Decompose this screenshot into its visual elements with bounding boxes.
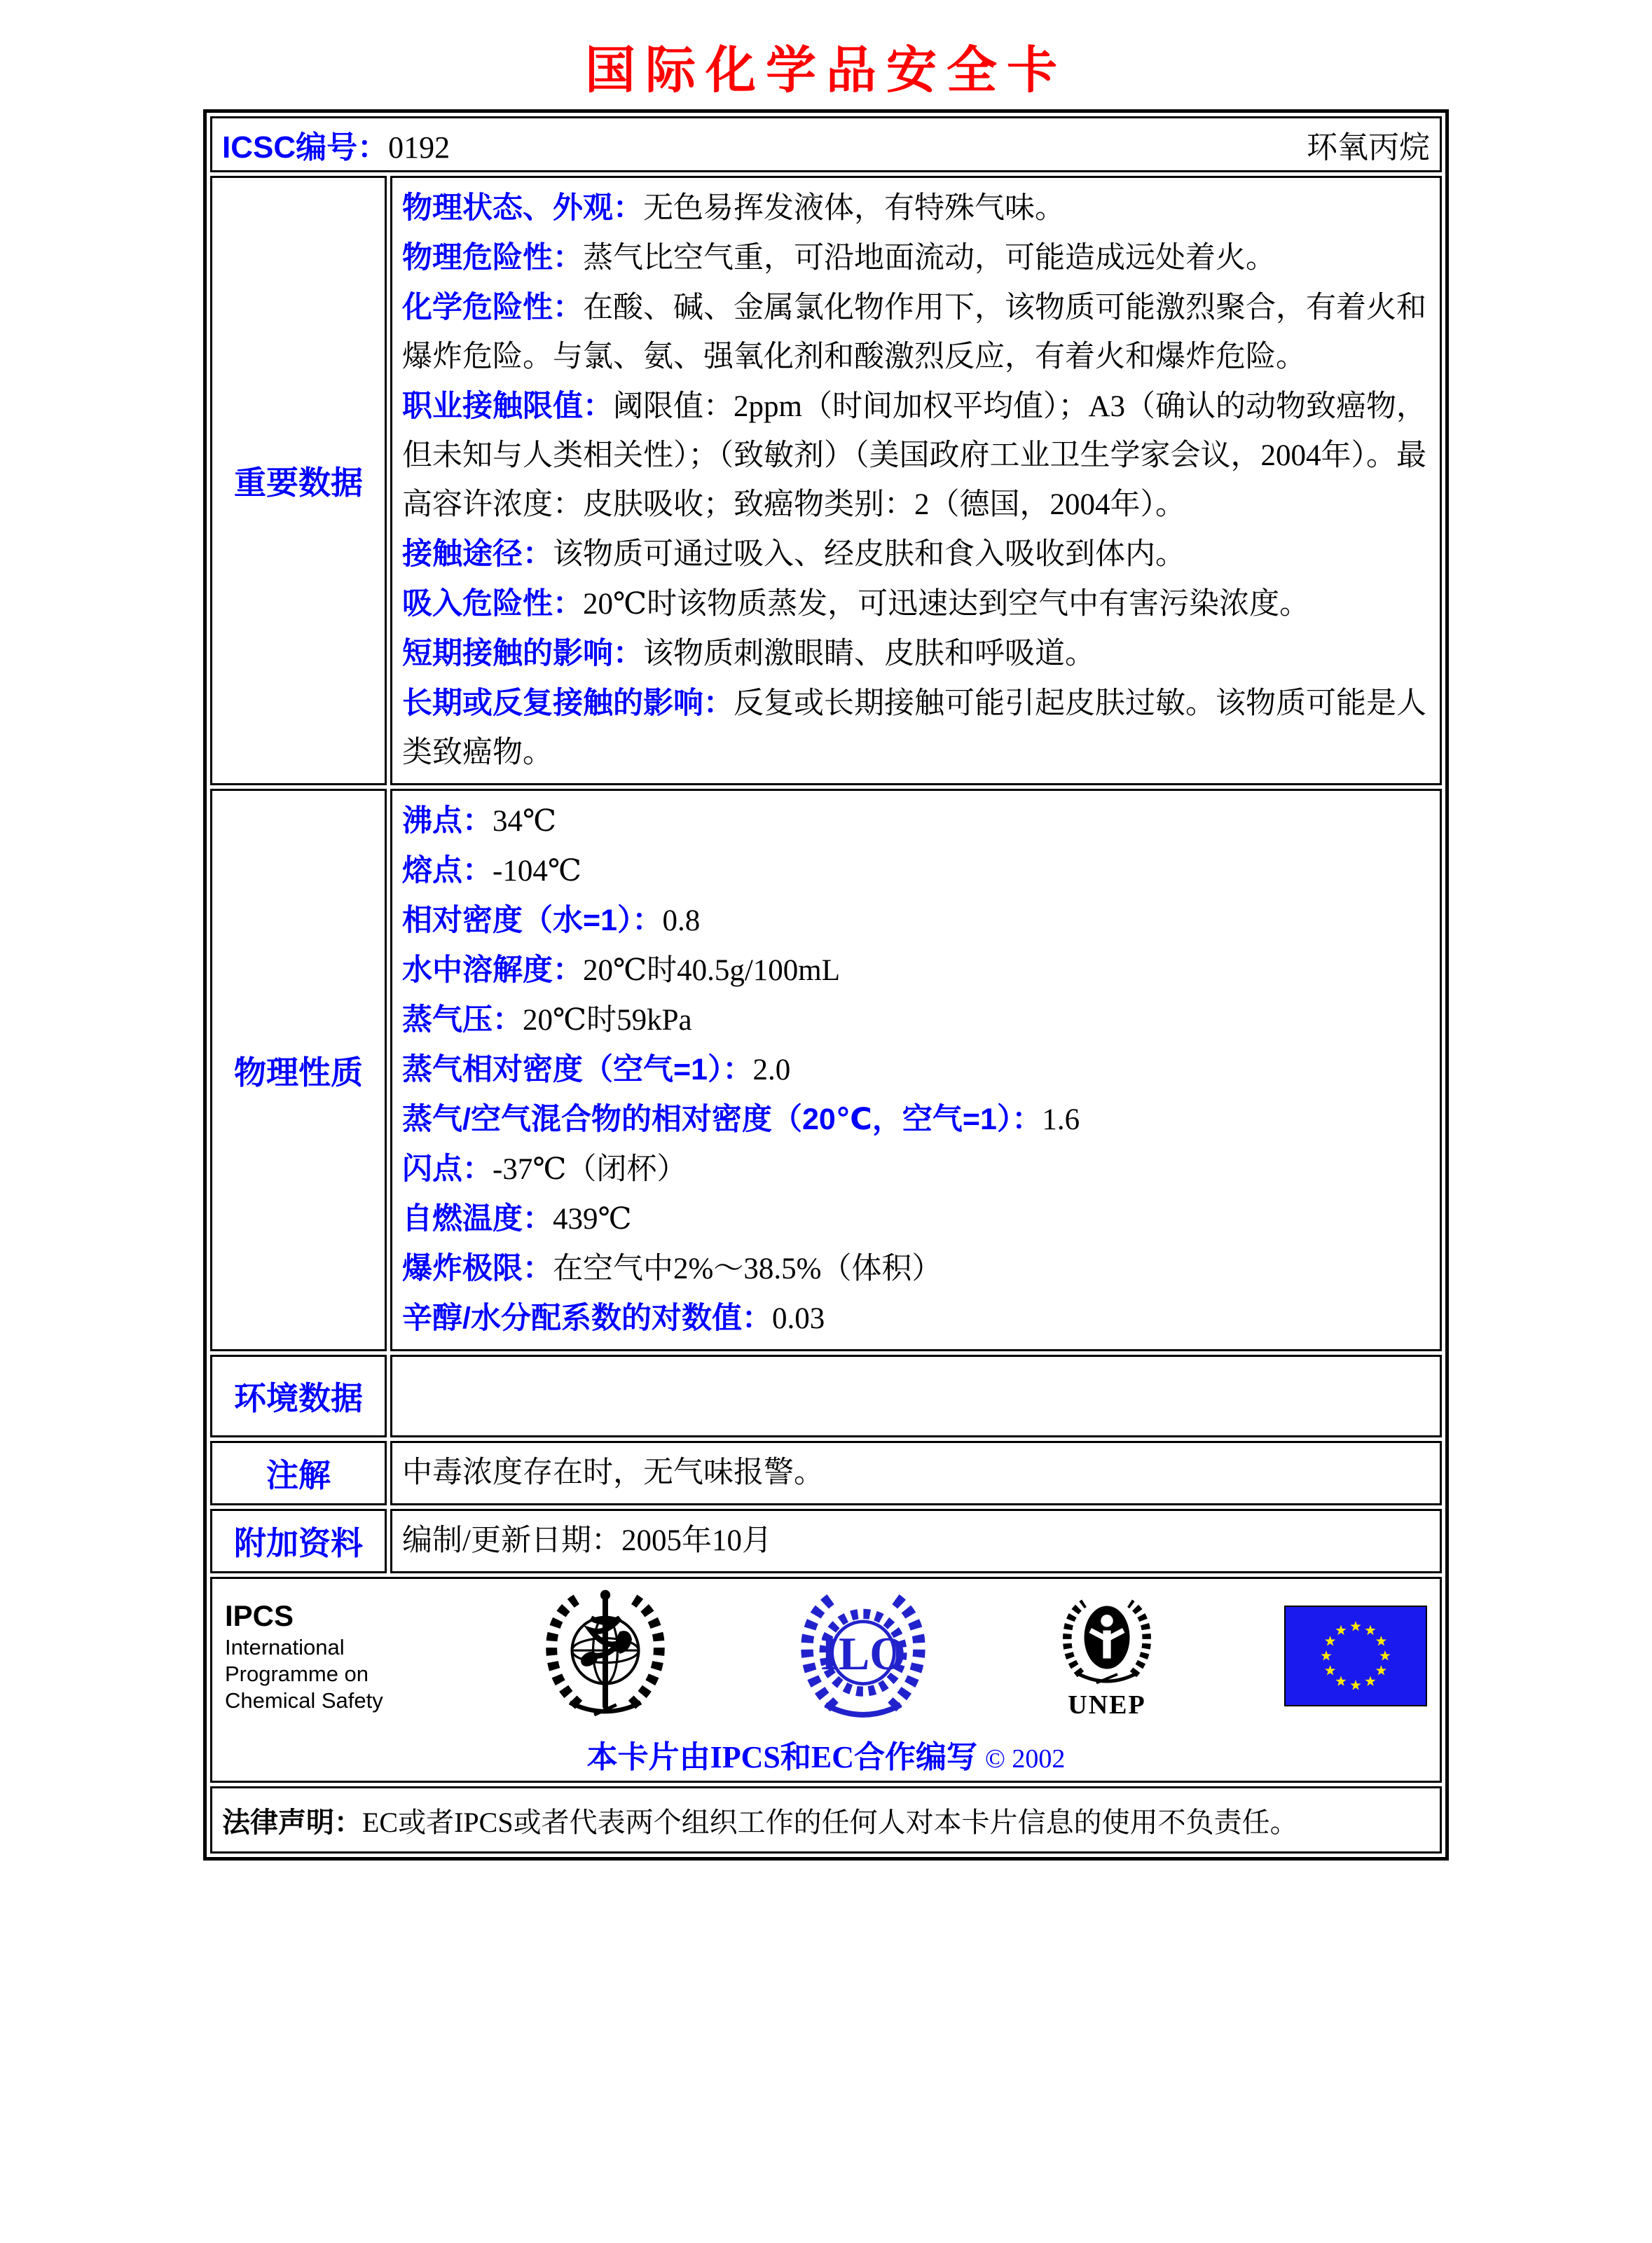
physical-item-relative-density: 相对密度（水=1）：0.8 (402, 904, 701, 937)
important-item-exposure-routes: 接触途径：该物质可通过吸入、经皮肤和食入吸收到体内。 (402, 537, 1185, 571)
additional-info-row (210, 1509, 1442, 1573)
notes-content: 中毒浓度存在时，无气味报警。 (390, 1441, 1442, 1505)
important-item-physical-state: 物理状态、外观：无色易挥发液体，有特殊气味。 (402, 191, 1065, 225)
ipcs-line-2: Programme on (225, 1662, 369, 1686)
additional-info-section-label: 附加资料 (210, 1509, 387, 1573)
copyright-text: © 2002 (985, 1744, 1066, 1774)
unep-label: UNEP (1068, 1690, 1146, 1720)
physical-properties-row (210, 789, 1442, 1351)
ipcs-acronym: IPCS (225, 1599, 294, 1632)
physical-item-flash-point: 闪点：-37℃（闭杯） (402, 1152, 687, 1186)
footer-cell (210, 1577, 1442, 1783)
icsc-number-group (222, 122, 450, 167)
ipcs-line-1: International (225, 1635, 345, 1659)
notes-row (210, 1441, 1442, 1505)
important-item-short-term-effects: 短期接触的影响：该物质刺激眼睛、皮肤和呼吸道。 (402, 637, 1095, 670)
physical-item-melting-point: 熔点：-104℃ (402, 854, 581, 888)
environmental-data-content (390, 1355, 1442, 1437)
important-item-physical-danger: 物理危险性：蒸气比空气重，可沿地面流动，可能造成远处着火。 (402, 241, 1276, 275)
legal-cell (210, 1786, 1442, 1854)
physical-properties-section-label: 物理性质 (210, 789, 387, 1351)
physical-item-vapor-air-mixture-density: 蒸气/空气混合物的相对密度（20℃，空气=1）：1.6 (402, 1103, 1080, 1136)
credit-line (225, 1732, 1427, 1776)
physical-item-octanol-water-partition: 辛醇/水分配系数的对数值：0.03 (402, 1302, 825, 1335)
legal-row (210, 1786, 1442, 1854)
additional-info-content: 编制/更新日期：2005年10月 (390, 1509, 1442, 1573)
environmental-data-section-label: 环境数据 (210, 1355, 387, 1437)
eu-flag-icon (1284, 1606, 1427, 1706)
important-item-long-term-effects: 长期或反复接触的影响：反复或长期接触可能引起皮肤过敏。该物质可能是人类致癌物。 (402, 686, 1426, 769)
important-item-occupational-limits: 职业接触限值：阈限值：2ppm（时间加权平均值）；A3（确认的动物致癌物，但未知与人类相关性）；（致敏剂）（美国政府工业卫生学家会议，2004年）。最高容许浓度：皮肤吸收；致癌物类别：2（德国，2004年）。 (402, 389, 1426, 521)
icsc-card-table (203, 109, 1449, 1861)
physical-item-water-solubility: 水中溶解度：20℃时40.5g/100mL (402, 953, 841, 987)
legal-text: EC或者IPCS或者代表两个组织工作的任何人对本卡片信息的使用不负责任。 (362, 1806, 1298, 1838)
physical-properties-content (390, 789, 1442, 1351)
environmental-data-row (210, 1355, 1442, 1437)
physical-item-boiling-point: 沸点：34℃ (402, 804, 557, 838)
physical-item-vapor-relative-density: 蒸气相对密度（空气=1）：2.0 (402, 1053, 791, 1086)
credit-text: 本卡片由IPCS和EC合作编写 (586, 1740, 977, 1774)
footer-logos-row (210, 1577, 1442, 1783)
ilo-letters: ILO (820, 1629, 906, 1680)
important-data-row (210, 176, 1442, 785)
legal-label: 法律声明： (222, 1807, 362, 1838)
notes-section-label: 注解 (210, 1441, 387, 1505)
physical-item-vapor-pressure: 蒸气压：20℃时59kPa (402, 1003, 692, 1037)
icsc-header-row (210, 116, 1442, 172)
important-data-content (390, 176, 1442, 785)
important-data-section-label: 重要数据 (210, 176, 387, 785)
important-item-inhalation-risk: 吸入危险性：20℃时该物质蒸发，可迅速达到空气中有害污染浓度。 (402, 587, 1310, 621)
chemical-name: 环氧丙烷 (1307, 130, 1430, 165)
icsc-number-value: 0192 (388, 130, 450, 165)
page-title: 国际化学品安全卡 (584, 40, 1067, 99)
who-logo-icon (539, 1589, 672, 1723)
important-item-chemical-danger: 化学危险性：在酸、碱、金属氯化物作用下，该物质可能激烈聚合，有着火和爆炸危险。与氯、氨、强氧化剂和酸激烈反应，有着火和爆炸危险。 (402, 291, 1426, 373)
icsc-number-label: ICSC编号： (222, 130, 389, 165)
ipcs-line-3: Chemical Safety (225, 1688, 383, 1713)
physical-item-autoignition-temperature: 自燃温度：439℃ (402, 1202, 632, 1236)
unep-logo-icon (1054, 1594, 1159, 1718)
physical-item-explosive-limits: 爆炸极限：在空气中2%～38.5%（体积） (402, 1252, 942, 1285)
icsc-header-cell (210, 116, 1442, 172)
ipcs-text-block (225, 1598, 414, 1714)
ilo-logo-icon (797, 1589, 930, 1723)
